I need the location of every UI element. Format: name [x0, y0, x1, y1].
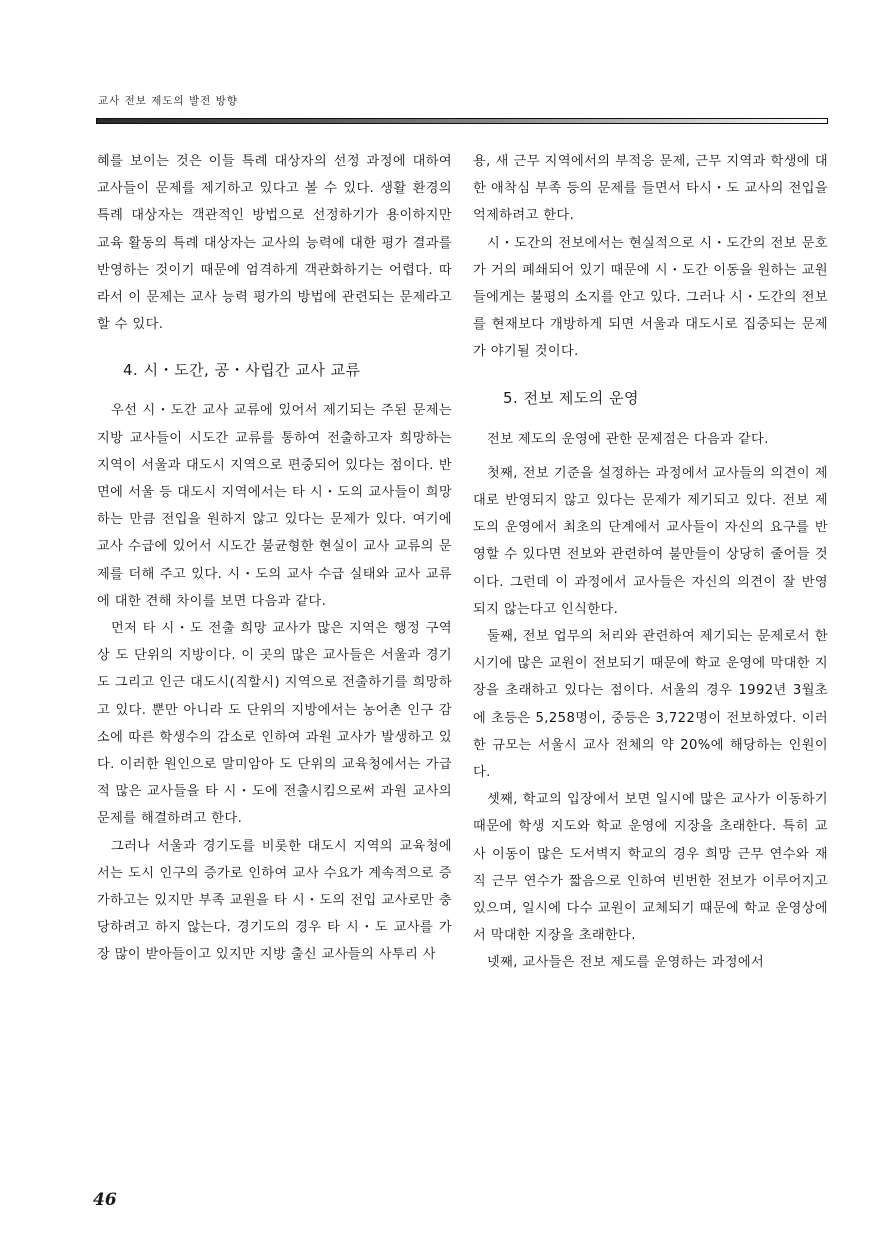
right-paragraph-2: 시・도간의 전보에서는 현실적으로 시・도간의 전보 문호가 거의 폐쇄되어 있기 때문에 시・도간 이동을 원하는 교원들에게는 불평의 소지를 안고 있다. 그러나 시・도간의 전보를 현재보다 개방하게 되면 서울과 대도시로 집중되는 문제가 야기될 것이다.	[473, 235, 828, 360]
right-paragraph-1: 용, 새 근무 지역에서의 부적응 문제, 근무 지역과 학생에 대한 애착심 부족 등의 문제를 들면서 타시・도 교사의 전입을 억제하려고 한다.	[473, 154, 828, 224]
header-rule	[96, 118, 828, 124]
right-paragraph-5: 둘째, 전보 업무의 처리와 관련하여 제기되는 문제로서 한 시기에 많은 교원이 전보되기 때문에 학교 운영에 막대한 지장을 초래하고 있다는 점이다. 서울의 경우 1992년 3월초에 초등은 5,258명이, 중등은 3,722명이 전보하였다. 이러한 규모는 서울시 교사 전체의 약 20%에 해당하는 인원이다.	[473, 629, 828, 781]
right-paragraph-7: 넷째, 교사들은 전보 제도를 운영하는 과정에서	[487, 955, 765, 971]
right-column	[473, 148, 828, 977]
section-5-heading: 5. 전보 제도의 운영	[503, 388, 640, 407]
left-paragraph-3: 먼저 타 시・도 전출 희망 교사가 많은 지역은 행정 구역상 도 단위의 지방이다. 이 곳의 많은 교사들은 서울과 경기도 그리고 인근 대도시(직할시) 지역으로 전출하기를 희망하고 있다. 뿐만 아니라 도 단위의 지방에서는 농어촌 인구 감소에 따른 학생수의 감소로 인하여 과원 교사가 발생하고 있다. 이러한 원인으로 말미암아 도 단위의 교육청에서는 가급적 많은 교사들을 타 시・도에 전출시킴으로써 과원 교사의 문제를 해결하려고 한다.	[97, 621, 452, 827]
right-paragraph-3: 전보 제도의 운영에 관한 문제점은 다음과 같다.	[487, 431, 769, 447]
right-paragraph-6: 셋째, 학교의 입장에서 보면 일시에 많은 교사가 이동하기 때문에 학생 지도와 학교 운영에 지장을 초래한다. 특히 교사 이동이 많은 도서벽지 학교의 경우 희망 근무 연수와 재직 근무 연수가 짧음으로 인하여 빈번한 전보가 이루어지고 있으며, 일시에 다수 교원이 교체되기 때문에 학교 운영상에서 막대한 지장을 초래한다.	[473, 792, 828, 944]
running-head: 교사 전보 제도의 발전 방향	[98, 95, 238, 107]
left-column	[97, 148, 452, 969]
right-paragraph-4: 첫째, 전보 기준을 설정하는 과정에서 교사들의 의견이 제대로 반영되지 않고 있다는 문제가 제기되고 있다. 전보 제도의 운영에서 최초의 단계에서 교사들이 자신의 요구를 반영할 수 있다면 전보와 관련하여 불만들이 상당히 줄어들 것이다. 그런데 이 과정에서 교사들은 자신의 의견이 잘 반영되지 않는다고 인식한다.	[473, 465, 828, 617]
section-4-heading: 4. 시・도간, 공・사립간 교사 교류	[123, 361, 361, 380]
page-number: 46	[93, 1190, 117, 1210]
left-paragraph-1: 혜를 보이는 것은 이들 특례 대상자의 선정 과정에 대하여 교사들이 문제를 제기하고 있다고 볼 수 있다. 생활 환경의 특례 대상자는 객관적인 방법으로 선정하기가 용이하지만 교육 활동의 특례 대상자는 교사의 능력에 대한 평가 결과를 반영하는 것이기 때문에 엄격하게 객관화하기는 어렵다. 따라서 이 문제는 교사 능력 평가의 방법에 관련되는 문제라고 할 수 있다.	[97, 154, 452, 333]
left-paragraph-2: 우선 시・도간 교사 교류에 있어서 제기되는 주된 문제는 지방 교사들이 시도간 교류를 통하여 전출하고자 희망하는 지역이 서울과 대도시 지역으로 편중되어 있다는 점이다. 반면에 서울 등 대도시 지역에서는 타 시・도의 교사들이 희망하는 만큼 전입을 원하지 않고 있다는 문제가 있다. 여기에 교사 수급에 있어서 시도간 불균형한 현실이 교사 교류의 문제를 더해 주고 있다. 시・도의 교사 수급 실태와 교사 교류에 대한 견해 차이를 보면 다음과 같다.	[97, 403, 452, 609]
left-paragraph-4: 그러나 서울과 경기도를 비롯한 대도시 지역의 교육청에서는 도시 인구의 증가로 인하여 교사 수요가 계속적으로 증가하고는 있지만 부족 교원을 타 시・도의 전입 교사로만 충당하려고 하지 않는다. 경기도의 경우 타 시・도 교사를 가장 많이 받아들이고 있지만 지방 출신 교사들의 사투리 사	[97, 838, 452, 963]
